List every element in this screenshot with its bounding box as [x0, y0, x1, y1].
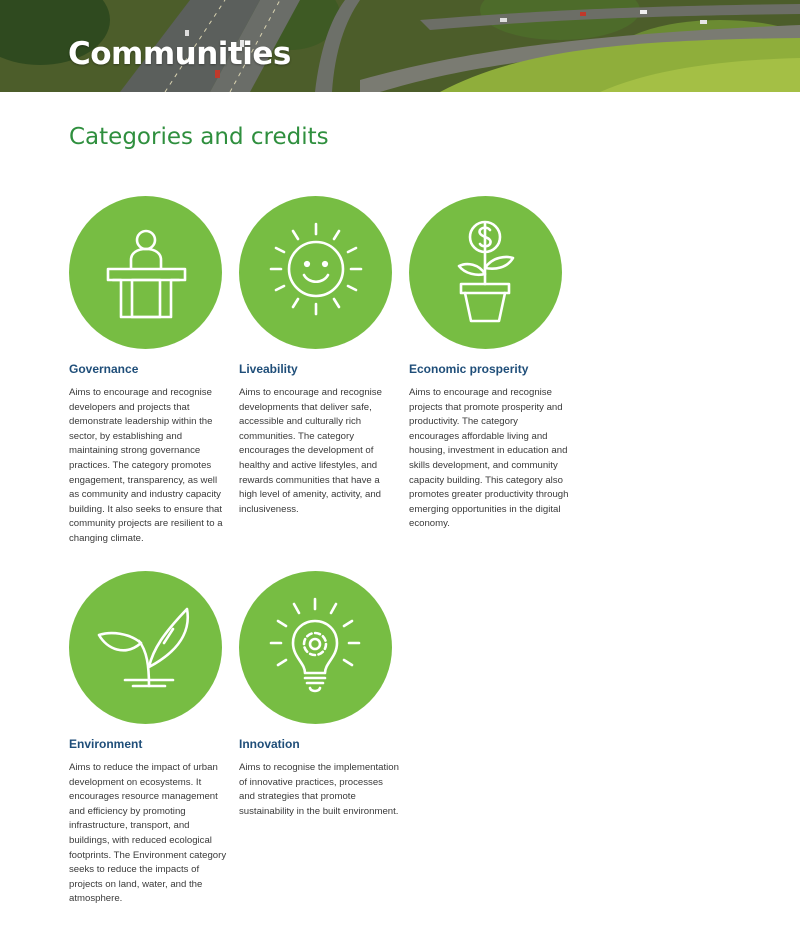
category-title: Liveability [239, 362, 298, 376]
lectern-speaker-icon [69, 196, 222, 349]
category-title: Innovation [239, 737, 300, 751]
icon-circle [239, 571, 392, 724]
category-title: Governance [69, 362, 139, 376]
category-title: Environment [69, 737, 143, 751]
icon-circle [69, 571, 222, 724]
lightbulb-gear-icon [239, 571, 392, 724]
category-card-innovation [239, 571, 399, 817]
category-description: Aims to reduce the impact of urban development on ecosystems. It encourages resource management and efficiency by promoting infrastructure, transport, and buildings, with reduced ecological footprints. The Environment category seeks to reduce the impacts of projects on land, water, and the atmosphere. [69, 762, 227, 905]
icon-circle [239, 196, 392, 349]
page-title: Communities [68, 36, 291, 72]
icon-circle [409, 196, 562, 349]
category-description: Aims to encourage and recognise developers and projects that demonstrate leadership within the sector, by establishing and maintaining strong governance practices. The category promotes engagement, transparency, as well as community and industry capacity building. It also seeks to ensure that community projects are resilient to a changing climate. [69, 387, 223, 544]
section-title: Categories and credits [69, 124, 329, 150]
category-card-environment [69, 571, 229, 905]
hero-banner [0, 0, 800, 92]
category-card-economic-prosperity [409, 196, 569, 530]
category-description: Aims to encourage and recognise developments that deliver safe, accessible and culturally rich communities. The category encourages the development of healthy and active lifestyles, and rewards communities that have a high level of amenity, activity, and inclusiveness. [239, 387, 382, 515]
seedling-icon [69, 571, 222, 724]
category-card-liveability [239, 196, 399, 515]
icon-circle [69, 196, 222, 349]
category-description: Aims to recognise the implementation of innovative practices, processes and strategies that promote sustainability in the built environment. [239, 762, 399, 817]
category-card-governance [69, 196, 229, 544]
category-title: Economic prosperity [409, 362, 529, 376]
category-description: Aims to encourage and recognise projects that promote prosperity and productivity. The category encourages affordable living and housing, investment in education and skills development, and community capacity building. This category also promotes greater productivity through emerging opportunities in the digital economy. [409, 387, 569, 530]
smiling-sun-icon [239, 196, 392, 349]
money-plant-icon [409, 196, 562, 349]
